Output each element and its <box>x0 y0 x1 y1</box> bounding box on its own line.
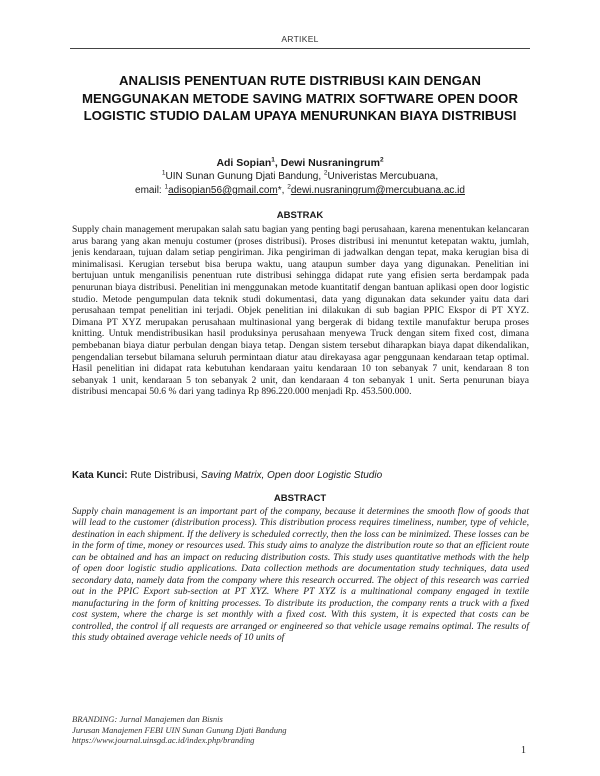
author-name: Dewi Nusraningrum <box>280 157 380 169</box>
email-link-author2[interactable]: dewi.nusraningrum@mercubuana.ac.id <box>290 185 465 196</box>
abstrak-heading: ABSTRAK <box>276 210 324 221</box>
email-link-author1[interactable]: adisopian56@gmail.com <box>168 185 278 196</box>
email-prefix: email: <box>135 185 165 196</box>
keywords-plain: Rute Distribusi, <box>127 470 201 481</box>
footer-department: Jurusan Manajemen FEBI UIN Sunan Gunung Djati Bandung <box>72 724 287 735</box>
header-divider <box>70 48 530 49</box>
page-number: 1 <box>521 745 526 756</box>
keywords-italic: Saving Matrix, Open door Logistic Studio <box>200 470 383 481</box>
abstract-heading: ABSTRACT <box>273 493 327 504</box>
author-name: Adi Sopian <box>216 157 272 169</box>
email-line <box>0 185 600 196</box>
email-sup: 2 <box>287 183 291 191</box>
affiliation: UIN Sunan Gunung Djati Bandung, <box>165 171 324 182</box>
abstract-body: Supply chain management is an important part of the company, because it determines the smooth flow of goods that will lead to the customer (distribution process). This distribution process requires timeliness, number, type of vehicle, destination in each shipment. If the delivery is scheduled correctly, then the loss can be minimized. These losses can be in the form of time, money or resources used. This study aims to analyze the distribution route so that an efficient route can be obtained and has an impact on reducing distribution costs. This study uses quantitative methods with the help of open door logistic studio applications. Data collection methods are documentation study techniques, data used secondary data, namely data from the company where this research occurred. The object of this research was carried out in the PPIC Export sub-section at PT XYZ. Where PT XYZ is a multinational company engaged in textile manufacturing in the form of knitting processes. To distribute its production, the company rents a truck with a fixed cost system, where the charge is set monthly with a fixed cost. With this system, it is expected that costs can be controlled, the control if all requests are arranged or engineered so that vehicle usage remains optimal. The results of this study obtained average vehicle needs of 10 units of <box>72 506 529 643</box>
email-mid: *, <box>277 185 288 196</box>
author-separator: , <box>274 157 281 169</box>
affil-sup: 2 <box>323 169 328 177</box>
author-sup: 2 <box>379 156 384 164</box>
keywords-line <box>72 470 532 481</box>
abstrak-body: Supply chain management merupakan salah satu bagian yang penting bagi perusahaan, karena menentukan kelancaran arus barang yang akan menuju costumer (proses distribusi). Proses distribusi ini menuntut ketepatan waktu, jumlah, jenis kendaraan, tujuan dalam setiap pengiriman. Jika pengiriman di jadwalkan dengan tepat, maka kerugian bisa di minimalisasi. Kerugian tersebut bisa berupa waktu, uang ataupun sumber daya yang digunakan. Penelitian ini bertujuan untuk menganilisis penentuan rute distribusi sehingga didapat rute yang efisien serta berdampak pada penurunan biaya distribusi. Penelitian ini menggunakan metode kuantitatif dengan bantuan aplikasi open door logistic studio. Metode pengumpulan data teknik studi dokumentasi, data yang digunakan data sekunder yaitu data dari perusahaan tempat penelitian ini terjadi. Objek penelitian ini dilakukan di sub bagian PPIC Ekspor di PT XYZ. Dimana PT XYZ merupakan perusahaan multinasional yang bergerak di bidang textile manufaktur berupa proses knitting. Untuk mendistribusikan hasil produksinya perusahaan menyewa Truck dengan sitem fixed cost, dimana pembebanan biaya diatur perbulan dengan biaya tetap. Dengan sistem tersebut diharapkan biaya dapat dikendalikan, pengendalian tersebut bilamana seluruh permintaan diatur atau direkayasa agar penggunaan kendaraan tetap optimal. Hasil penelitian ini didapat rata kebutuhan kendaraan yaitu kendaraan 10 ton sebanyak 7 unit, kendaraan 8 ton sebanyak 1 unit, kendaraan 5 ton sebanyak 2 unit, dan kendaraan 4 ton sebanyak 1 unit. Serta penurunan biaya distribusi mencapai 50.6 % dari yang tadinya Rp 896.220.000 menjadi Rp. 453.500.000. <box>72 224 529 398</box>
footer-url: https://www.journal.uinsgd.ac.id/index.php/branding <box>72 735 255 746</box>
author-line <box>0 157 600 169</box>
running-header: ARTIKEL <box>281 34 319 44</box>
journal-footer <box>72 714 472 746</box>
affiliation: Univeristas Mercubuana, <box>327 171 439 182</box>
affil-sup: 1 <box>161 169 166 177</box>
keywords-label: Kata Kunci: <box>72 470 128 481</box>
author-sup: 1 <box>271 156 275 164</box>
article-title: ANALISIS PENENTUAN RUTE DISTRIBUSI KAIN DENGAN MENGGUNAKAN METODE SAVING MATRIX SOFTWARE OPEN DOOR LOGISTIC STUDIO DALAM UPAYA MENURUNKAN BIAYA DISTRIBUSI <box>82 73 518 123</box>
affiliation-line <box>0 171 600 182</box>
email-sup: 1 <box>164 183 169 191</box>
footer-journal-name: BRANDING: Jurnal Manajemen dan Bisnis <box>72 714 223 724</box>
